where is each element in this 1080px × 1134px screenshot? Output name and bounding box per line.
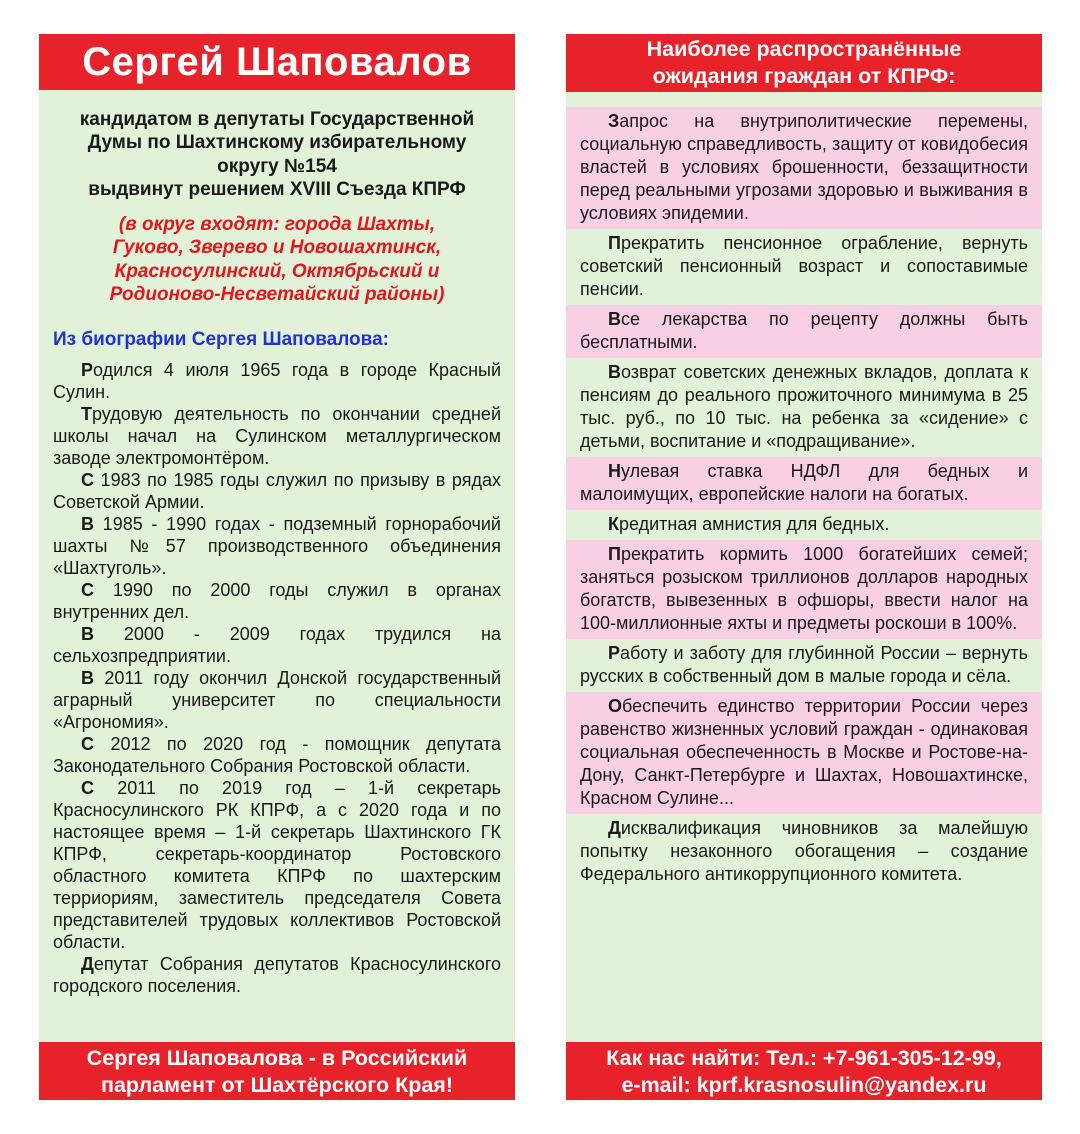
bio-paragraph [53,359,501,403]
intro-line: Думы по Шахтинскому избирательному [87,132,467,154]
district-line: Гуково, Зверево и Новошахтинск, [112,237,442,259]
drop-letter: Т [81,404,92,425]
drop-letter: В [608,362,621,382]
drop-letter: Д [81,954,94,975]
drop-letter: С [81,470,94,491]
contact-footer [566,1042,1042,1100]
bio-text: 1990 по 2000 годы служил в органах внутренних дел. [53,580,501,623]
drop-letter: З [608,111,620,131]
bio-text: 2011 году окончил Донской государственный аграрный университет по специальности «Агрономия». [53,668,501,733]
intro-line: округу №154 [217,155,337,177]
expectations-title [566,34,1042,92]
district-line: Красносулинский, Октябрьский и [114,260,440,282]
expectation-text: аботу и заботу для глубинной России – вернуть русских в собственный дом в малые города и сёла. [580,643,1028,686]
right-panel [566,34,1042,1100]
intro-line: выдвинут решением XVIII Съезда КПРФ [88,178,466,200]
expectation-item [566,107,1042,229]
bio-paragraph [53,623,501,667]
expectation-text: рекратить кормить 1000 богатейших семей; заняться розыском триллионов долларов народных богатств, вывезенных в офшоры, ввести налог на 100-миллионные яхты и предметы роскоши в 100%. [580,544,1028,633]
expectation-text: редитная амнистия для бедных. [619,514,890,534]
drop-letter: В [608,309,621,329]
expectation-item [566,305,1042,358]
bio-paragraph [53,733,501,777]
district-list [39,213,515,306]
slogan-line: Сергея Шаповалова - в Российский [86,1046,468,1070]
expectation-item [566,229,1042,305]
bio-paragraph [53,579,501,623]
expectation-item [566,510,1042,540]
candidate-intro [39,108,515,201]
candidate-name: Сергей Шаповалов [39,34,515,90]
expectation-text: озврат советских денежных вкладов, доплата к пенсиям до реального прожиточного минимума в 25 тыс. руб., по 10 тыс. на ребенка за «сидение» с детьми, воспитание и «подращивание». [580,362,1028,451]
district-line: Родионово-Несветайский районы) [109,284,445,306]
biography [53,359,501,997]
expectation-item [566,457,1042,510]
drop-letter: В [81,668,94,689]
bio-paragraph [53,953,501,997]
drop-letter: Р [608,643,621,663]
bio-paragraph [53,513,501,579]
contact-phone: Как нас найти: Тел.: +7-961-305-12-99, [606,1046,1002,1070]
bio-text: 2011 по 2019 год – 1-й секретарь Красносулинского РК КПРФ, а с 2020 года и по настоящее время – 1-й секретарь Шахтинского ГК КПРФ, секретарь-координатор Ростовского областного комитета КПРФ по шахтерским терриoриям, заместитель председателя Совета представителей трудовых коллективов Ростовской области. [53,778,501,953]
drop-letter: Д [608,818,621,838]
bio-text: одился 4 июля 1965 года в городе Красный Сулин. [53,360,501,403]
drop-letter: О [608,696,623,716]
expectation-text: апрос на внутриполитические перемены, социальную справедливость, защиту от ковидобесия властей в условиях брошенности, беззащитности перед реальными угрозами здоровью и выживания в условиях эпидемии. [580,111,1028,223]
bio-paragraph [53,667,501,733]
left-panel [39,34,515,1100]
drop-letter: С [81,778,94,799]
title-line: Наиболее распространённые [646,37,962,61]
drop-letter: В [81,624,94,645]
expectation-text: улевая ставка НДФЛ для бедных и малоимущих, европейские налоги на богатых. [580,461,1028,504]
bio-text: 2000 - 2009 годах трудился на сельхозпредприятии. [53,624,501,667]
bio-paragraph [53,403,501,469]
bio-paragraph [53,469,501,513]
bio-text: рудовую деятельность по окончании средней школы начал на Сулинском металлургическом заводе электромонтёром. [53,404,501,469]
expectation-item [566,639,1042,692]
expectation-text: се лекарства по рецепту должны быть бесплатными. [580,309,1028,352]
bio-paragraph [53,777,501,953]
drop-letter: Н [608,461,621,481]
contact-email[interactable]: e-mail: kprf.krasnosulin@yandex.ru [621,1073,987,1097]
drop-letter: С [81,734,94,755]
expectation-text: беспечить единство территории России через равенство жизненных условий граждан - одинаковая социальная обеспеченность в Москве и Ростове-на-Дону, Санкт-Петербурге и Шахтах, Новошахтинске, Красном Сулине... [580,696,1028,808]
bio-text: 1983 по 1985 годы служил по призыву в рядах Советской Армии. [53,470,501,513]
expectation-text: исквалификация чиновников за малейшую попытку незаконного обогащения – создание Федерального антикоррупционного комитета. [580,818,1028,884]
district-line: (в округ входят: города Шахты, [118,214,436,236]
bio-text: епутат Собрания депутатов Красносулинского городского поселения. [53,954,501,997]
drop-letter: В [81,514,94,535]
intro-line: кандидатом в депутаты Государственной [79,109,475,130]
expectation-item [566,358,1042,457]
expectation-item [566,692,1042,814]
expectation-item [566,814,1042,890]
drop-letter: Р [81,360,94,381]
drop-letter: П [608,544,621,564]
expectation-item [566,540,1042,639]
expectation-text: рекратить пенсионное ограбление, вернуть советский пенсионный возраст и сопоставимые пенсии. [580,233,1028,299]
drop-letter: С [81,580,94,601]
drop-letter: П [608,233,621,253]
expectations-list [566,107,1042,890]
bio-text: 2012 по 2020 год - помощник депутата Законодательного Собрания Ростовской области. [53,734,501,777]
biography-heading: Из биографии Сергея Шаповалова: [53,329,389,351]
drop-letter: К [608,514,619,534]
slogan-footer [39,1042,515,1100]
bio-text: 1985 - 1990 годах - подземный горнорабочий шахты №57 производственного объединения «Шахтуголь». [53,514,501,579]
title-line: ожидания граждан от КПРФ: [652,64,956,88]
slogan-line: парламент от Шахтёрского Края! [100,1073,453,1097]
